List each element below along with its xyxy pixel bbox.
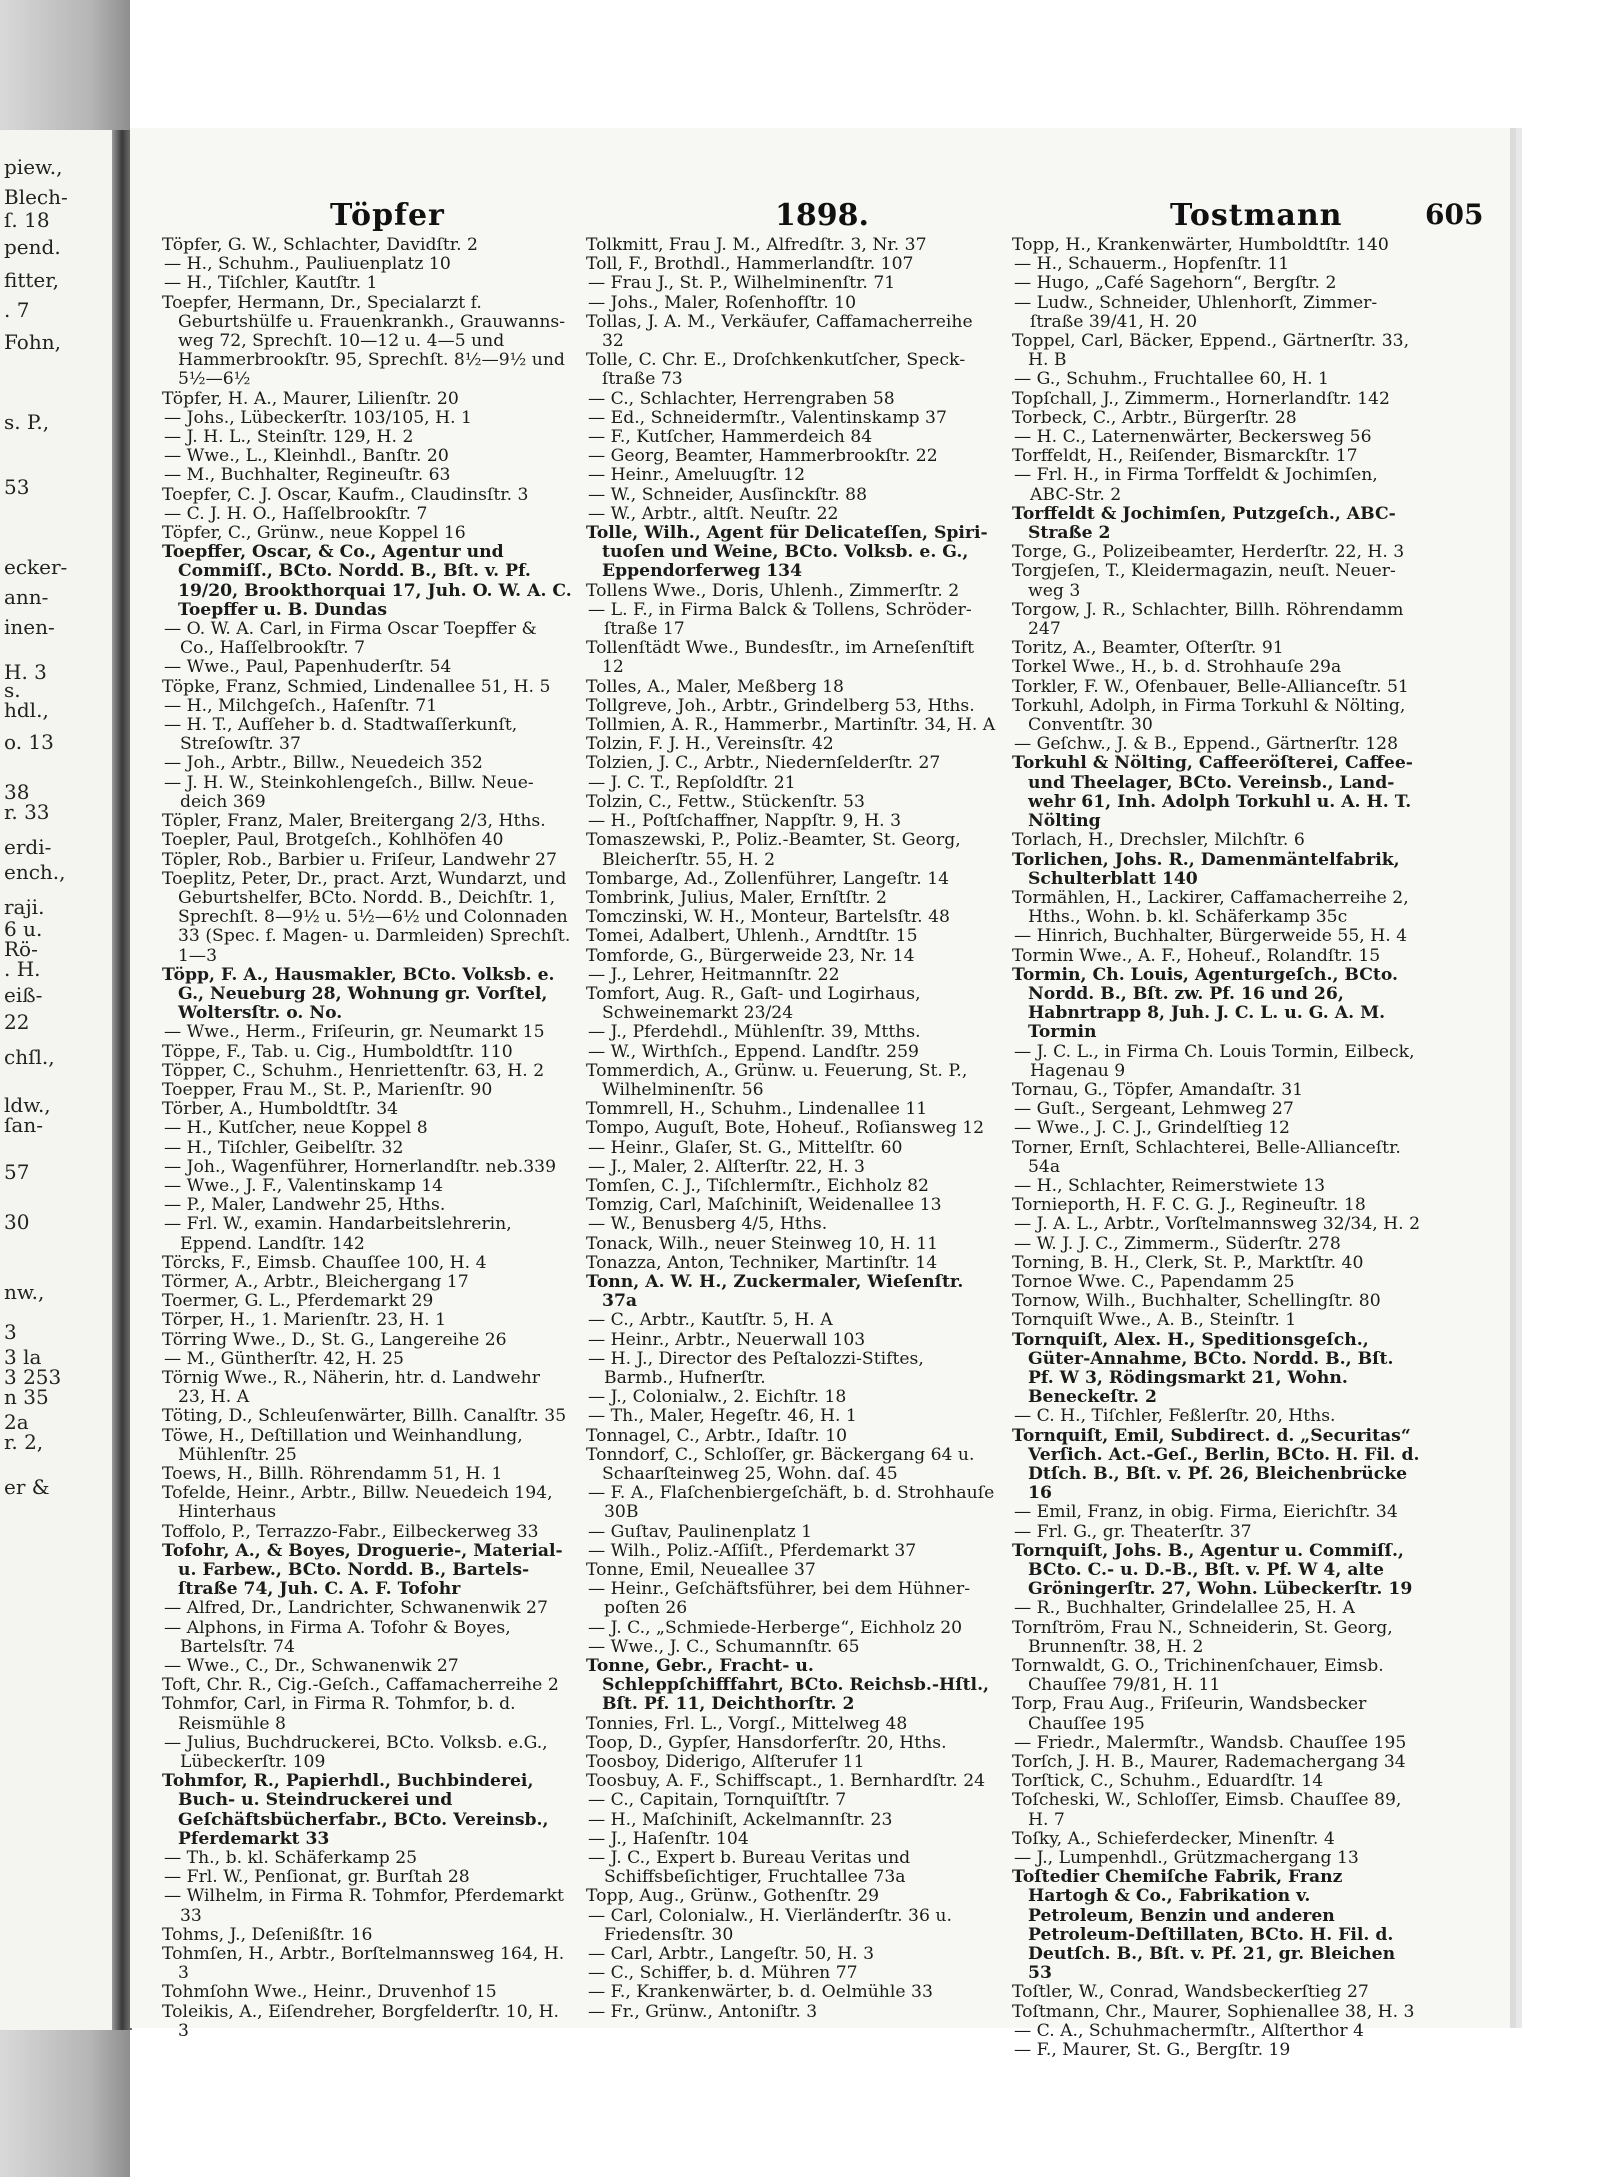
directory-entry: Tollas, J. A. M., Verkäufer, Caffamacherreihe 32 [586, 311, 973, 352]
directory-entry: Toosboy, Diderigo, Alſterufer 11 [586, 1752, 865, 1773]
previous-page-text-fragment: ldw., [4, 1093, 51, 1117]
directory-entry: — Friedr., Malermſtr., Wandsb. Chauſſee 195 [1014, 1732, 1407, 1753]
directory-entry: — Wilh., Poliz.-Aſſiſt., Pferdemarkt 37 [588, 1540, 917, 1561]
directory-entry: — Guſtav, Paulinenplatz 1 [588, 1521, 813, 1542]
directory-entry: Törcks, F., Eimsb. Chauſſee 100, H. 4 [162, 1252, 487, 1273]
directory-entry: Toeplitz, Peter, Dr., pract. Arzt, Wundarzt, und Geburtshelfer, BCto. Nordd. B., Deichſtr. 1, Sprechſt. 8—9½ u. 5½—6½ und Colonnaden 33 (Spec. f. Magen- u. Darmleiden) Sprechſt. 1—3 [162, 868, 571, 966]
directory-entry: Tonn, A. W. H., Zuckermaler, Wieſenſtr. 37a [586, 1271, 964, 1312]
directory-entry: — Hugo, „Café Sagehorn“, Bergſtr. 2 [1014, 273, 1337, 294]
directory-entry: Torgow, J. R., Schlachter, Billh. Röhrendamm 247 [1012, 599, 1404, 640]
directory-entry: — P., Maler, Landwehr 25, Hths. [164, 1195, 446, 1216]
directory-entry: — F., Kutſcher, Hammerdeich 84 [588, 427, 873, 448]
directory-entry: — R., Buchhalter, Grindelallee 25, H. A [1014, 1598, 1355, 1619]
previous-page-text-fragment: er & [4, 1475, 50, 1499]
directory-entry: — J., Haſenſtr. 104 [588, 1828, 749, 1849]
previous-page-text-fragment: inen- [4, 615, 55, 639]
directory-entry: Toermer, G. L., Pferdemarkt 29 [162, 1291, 434, 1312]
directory-entry: Toſtmann, Chr., Maurer, Sophienallee 38, H. 3 [1012, 2001, 1415, 2022]
directory-entry: Toffolo, P., Terrazzo-Fabr., Eilbeckerweg 33 [162, 1521, 539, 1542]
directory-entry: Tolle, C. Chr. E., Droſchkenkutſcher, Speckſtraße 73 [586, 350, 966, 390]
directory-entry: — Heinr., Ameluugſtr. 12 [588, 465, 806, 486]
directory-entry: Tornſtröm, Frau N., Schneiderin, St. Georg, Brunnenſtr. 38, H. 2 [1012, 1617, 1393, 1657]
directory-entry: Torkuhl, Adolph, in Firma Torkuhl & Nölting, Conventſtr. 30 [1012, 695, 1406, 736]
directory-entry: Töwe, H., Deſtillation und Weinhandlung, Mühlenſtr. 25 [162, 1425, 523, 1465]
directory-entry: Toſky, A., Schieferdecker, Minenſtr. 4 [1012, 1828, 1335, 1849]
directory-entry: Tornoe Wwe. C., Papendamm 25 [1012, 1271, 1295, 1292]
previous-page-text-fragment: Blech- [4, 185, 68, 209]
directory-entry: — J. C., „Schmiede-Herberge“, Eichholz 20 [588, 1617, 963, 1638]
directory-entry: Tolzin, C., Fettw., Stückenſtr. 53 [586, 791, 865, 812]
directory-entry: — Frl. H., in Firma Torffeldt & Jochimſen, ABC-Str. 2 [1014, 465, 1378, 505]
previous-page-text-fragment: r. 2, [4, 1430, 44, 1454]
previous-page-text-fragment: ecker- [4, 555, 68, 579]
directory-entry: Torgjeſen, T., Kleidermagazin, neuſt. Neuerweg 3 [1012, 561, 1396, 601]
directory-entry: Tollenſtädt Wwe., Bundesſtr., im Arneſenſtift 12 [586, 638, 975, 678]
directory-entry: Toepper, Frau M., St. P., Marienſtr. 90 [162, 1079, 493, 1100]
directory-entry: — C., Arbtr., Kautſtr. 5, H. A [588, 1310, 833, 1331]
directory-entry: — Wwe., L., Kleinhdl., Banſtr. 20 [164, 446, 449, 467]
directory-entry: — W., Schneider, Ausſinckſtr. 88 [588, 484, 867, 505]
directory-entry: — H., Schauerm., Hopfenſtr. 11 [1014, 254, 1290, 275]
directory-entry: — H., Kutſcher, neue Koppel 8 [164, 1118, 428, 1139]
directory-entry: — J. C. L., in Firma Ch. Louis Tormin, Eilbeck, Hagenau 9 [1014, 1041, 1415, 1081]
previous-page-text-fragment: 3 253 [4, 1365, 62, 1389]
previous-page-text-fragment: 30 [4, 1210, 30, 1234]
directory-entry: Torſtick, C., Schuhm., Eduardſtr. 14 [1012, 1771, 1324, 1792]
directory-entry: Tornquiſt, Johs. B., Agentur u. Commiſſ., BCto. C.- u. D.-B., Bſt. v. Pf. W 4, alte Gröningerſtr. 27, Wohn. Lübeckerſtr. 19 [1012, 1540, 1413, 1600]
directory-entry: — H., Tiſchler, Kautſtr. 1 [164, 273, 378, 294]
directory-entry: Tornquiſt, Alex. H., Speditionsgeſch., Güter-Annahme, BCto. Nordd. B., Bſt. Pf. W 3, Rödingsmarkt 21, Wohn. Beneckeſtr. 2 [1012, 1329, 1394, 1408]
directory-entry: — C., Schiffer, b. d. Mühren 77 [588, 1963, 858, 1984]
directory-entry: Tohmſen, H., Arbtr., Borſtelmannsweg 164, H. 3 [162, 1944, 565, 1984]
directory-entry: — J., Colonialw., 2. Eichſtr. 18 [588, 1387, 847, 1408]
previous-page-text-fragment: ann- [4, 585, 49, 609]
directory-entry: — F. A., Flaſchenbiergeſchäft, b. d. Strohhauſe 30B [588, 1483, 995, 1523]
directory-entry: — J., Pferdehdl., Mühlenſtr. 39, Mtths. [588, 1022, 921, 1043]
directory-entry: Toepfer, C. J. Oscar, Kaufm., Claudinsſtr. 3 [162, 484, 529, 505]
directory-entry: — Georg, Beamter, Hammerbrookſtr. 22 [588, 446, 938, 467]
previous-page-edge [0, 130, 112, 2030]
directory-entry: Töpke, Franz, Schmied, Lindenallee 51, H. 5 [162, 676, 551, 697]
directory-entry: — H., Schuhm., Pauliuenplatz 10 [164, 254, 451, 275]
directory-entry: — H., Poſtſchaffner, Nappſtr. 9, H. 3 [588, 811, 902, 832]
directory-entry: — J. H. L., Steinſtr. 129, H. 2 [164, 427, 414, 448]
directory-entry: — H. T., Aufſeher b. d. Stadtwaſſerkunſt, Streſowſtr. 37 [164, 715, 518, 755]
directory-entry: Tomei, Adalbert, Uhlenh., Arndtſtr. 15 [586, 926, 918, 947]
directory-entry: Tonne, Emil, Neueallee 37 [586, 1560, 816, 1581]
directory-entry: — F., Krankenwärter, b. d. Oelmühle 33 [588, 1982, 933, 2003]
directory-entry: Torbeck, C., Arbtr., Bürgerſtr. 28 [1012, 407, 1297, 428]
directory-entry: — W. J. J. C., Zimmerm., Süderſtr. 278 [1014, 1233, 1341, 1254]
directory-entry: — Th., Maler, Hegeſtr. 46, H. 1 [588, 1406, 857, 1427]
directory-entry: Tolle, Wilh., Agent für Delicateſſen, Spirituoſen und Weine, BCto. Volksb. e. G., Eppendorferweg 134 [586, 523, 988, 582]
directory-entry: Töpfer, H. A., Maurer, Lilienſtr. 20 [162, 388, 459, 409]
directory-entry: Toritz, A., Beamter, Oſterſtr. 91 [1012, 638, 1284, 659]
directory-entry: Topſchall, J., Zimmerm., Hornerlandſtr. 142 [1012, 388, 1390, 409]
directory-entry: Toſtedier Chemiſche Fabrik, Franz Hartogh & Co., Fabrikation v. Petroleum, Benzin und anderen Petroleum-Deſtillaten, BCto. H. Fil. d. Deutſch. B., Bſt. v. Pf. 21, gr. Bleichen 53 [1012, 1867, 1396, 1984]
previous-page-text-fragment: ſ. 18 [4, 208, 50, 232]
previous-page-text-fragment: ſan- [4, 1113, 43, 1137]
directory-entry: Tornow, Wilh., Buchhalter, Schellingſtr. 80 [1012, 1291, 1381, 1312]
previous-page-text-fragment: n 35 [4, 1385, 49, 1409]
directory-entry: Toop, D., Gypſer, Hansdorferſtr. 20, Hths. [586, 1732, 947, 1753]
directory-entry: Toſtler, W., Conrad, Wandsbeckerſtieg 27 [1012, 1982, 1369, 2003]
directory-entry: Toll, F., Brothdl., Hammerlandſtr. 107 [586, 254, 914, 275]
directory-entry: — Alfred, Dr., Landrichter, Schwanenwik 27 [164, 1598, 548, 1619]
directory-entry: Töpp, F. A., Hausmakler, BCto. Volksb. e. G., Neueburg 28, Wohnung gr. Vorſtel, Woltersſtr. o. No. [162, 964, 555, 1024]
directory-entry: — Guſt., Sergeant, Lehmweg 27 [1014, 1099, 1294, 1120]
directory-entry: — Frl. G., gr. Theaterſtr. 37 [1014, 1521, 1252, 1542]
directory-entry: Toews, H., Billh. Röhrendamm 51, H. 1 [162, 1464, 503, 1484]
directory-entry: Tohms, J., Deſenißſtr. 16 [162, 1924, 373, 1945]
previous-page-text-fragment: raji. [4, 895, 45, 919]
directory-entry: — Geſchw., J. & B., Eppend., Gärtnerſtr. 128 [1014, 734, 1399, 755]
directory-entry: Tohmfor, R., Papierhdl., Buchbinderei, Buch- u. Steindruckerei und Geſchäftsbücherfabr., BCto. Vereinsb., Pferdemarkt 33 [162, 1771, 549, 1849]
page-number: 605 [1425, 198, 1484, 231]
directory-entry: — J. C., Expert b. Bureau Veritas und Schiffsbeſichtiger, Fruchtallee 73a [588, 1848, 911, 1888]
directory-entry: — W., Wirthſch., Eppend. Landſtr. 259 [588, 1041, 919, 1062]
directory-entry: — C. A., Schuhmachermſtr., Alſterthor 4 [1014, 2020, 1364, 2041]
previous-page-text-fragment: Fohn, [4, 330, 61, 354]
directory-entry: — Frau J., St. P., Wilhelminenſtr. 71 [588, 273, 896, 294]
directory-entry: Toepffer, Oscar, & Co., Agentur und Commiſſ., BCto. Nordd. B., Bſt. v. Pf. 19/20, Brookthorquai 17, Juh. O. W. A. C. Toepffer u. B. Dundas [162, 542, 572, 620]
previous-page-text-fragment: H. 3 [4, 660, 47, 684]
directory-entry: — Emil, Franz, in obig. Firma, Eierichſtr. 34 [1014, 1502, 1398, 1523]
directory-entry: Topp, H., Krankenwärter, Humboldtſtr. 140 [1012, 235, 1389, 255]
directory-entry: Toosbuy, A. F., Schiffscapt., 1. Bernhardſtr. 24 [586, 1771, 986, 1792]
directory-entry: Töting, D., Schleuſenwärter, Billh. Canalſtr. 35 [162, 1406, 567, 1427]
previous-page-text-fragment: . 7 [4, 298, 30, 322]
directory-entry: Törmer, A., Arbtr., Bleichergang 17 [162, 1271, 469, 1292]
directory-entry: — Wwe., C., Dr., Schwanenwik 27 [164, 1656, 459, 1677]
directory-entry: — J. H. W., Steinkohlengeſch., Billw. Neuedeich 369 [164, 772, 534, 812]
previous-page-text-fragment: s. [4, 678, 21, 702]
directory-entry: Tommrell, H., Schuhm., Lindenallee 11 [586, 1099, 928, 1120]
directory-entry: Töpper, C., Schuhm., Henriettenſtr. 63, H. 2 [162, 1060, 545, 1081]
directory-entry: Tommerdich, A., Grünw. u. Feuerung, St. P., Wilhelminenſtr. 56 [586, 1060, 968, 1100]
directory-entry: Toleikis, A., Eiſendreher, Borgfelderſtr. 10, H. 3 [162, 2001, 560, 2041]
directory-entry: Tofohr, A., & Boyes, Droguerie-, Material- u. Farbew., BCto. Nordd. B., Bartelsſtraße 74, Juh. C. A. F. Tofohr [162, 1540, 563, 1600]
running-head-right: Tostmann [1170, 198, 1343, 233]
directory-entry: — C., Capitain, Tornquiſtſtr. 7 [588, 1790, 847, 1811]
directory-entry: Tolzien, J. C., Arbtr., Niedernſelderſtr. 27 [586, 753, 941, 774]
directory-entry: — H., Maſchiniſt, Ackelmannſtr. 23 [588, 1809, 893, 1830]
directory-entry: Toft, Chr. R., Cig.-Geſch., Caffamacherreihe 2 [162, 1675, 559, 1696]
directory-entry: — C., Schlachter, Herrengraben 58 [588, 388, 895, 409]
directory-entry: — Heinr., Geſchäftsführer, bei dem Hühnerpoſten 26 [588, 1579, 970, 1619]
directory-entry: — Carl, Colonialw., H. Vierländerſtr. 36 u. Friedensſtr. 30 [588, 1905, 952, 1945]
directory-entry: — Frl. W., Penſionat, gr. Burſtah 28 [164, 1867, 470, 1888]
directory-entry: — Johs., Maler, Roſenhofſtr. 10 [588, 292, 856, 313]
directory-entry: Topp, Aug., Grünw., Gothenſtr. 29 [586, 1886, 880, 1907]
previous-page-text-fragment: hdl., [4, 698, 49, 722]
directory-entry: Töpfer, G. W., Schlachter, Davidſtr. 2 [162, 235, 478, 255]
directory-entry: — Wilhelm, in Firma R. Tohmfor, Pferdemarkt 33 [164, 1886, 564, 1926]
directory-entry: — Th., b. kl. Schäferkamp 25 [164, 1848, 418, 1869]
directory-entry: Tonndorf, C., Schloſſer, gr. Bäckergang 64 u. Schaarſteinweg 25, Wohn. daſ. 45 [586, 1444, 975, 1484]
directory-entry: Toepfer, Hermann, Dr., Specialarzt f. Geburtshülfe u. Frauenkrankh., Grauwannsweg 72, Sprechſt. 10—12 u. 4—5 und Hammerbrookſtr. 95, Sprechſt. 8½—9½ und 5½—6½ [162, 292, 566, 390]
directory-entry: Tomzig, Carl, Maſchiniſt, Weidenallee 13 [586, 1195, 942, 1216]
running-head-year: 1898. [775, 198, 869, 233]
directory-entry: — O. W. A. Carl, in Firma Oscar Toepffer & Co., Haſſelbrookſtr. 7 [164, 619, 537, 659]
previous-page-text-fragment: piew., [4, 155, 63, 179]
directory-entry: Tormin Wwe., A. F., Hoheuf., Rolandſtr. 15 [1012, 945, 1381, 966]
directory-entry: Torlichen, Johs. R., Damenmäntelfabrik, Schulterblatt 140 [1012, 849, 1400, 889]
previous-page-text-fragment: nw., [4, 1280, 45, 1304]
directory-entry: Torner, Ernſt, Schlachterei, Belle-Allianceſtr. 54a [1012, 1137, 1401, 1177]
directory-entry: — C. H., Tiſchler, Feßlerſtr. 20, Hths. [1014, 1406, 1336, 1427]
directory-entry: Tomczinski, W. H., Monteur, Bartelsſtr. 48 [586, 907, 950, 928]
directory-entry: Tofelde, Heinr., Arbtr., Billw. Neuedeich 194, Hinterhaus [162, 1483, 553, 1523]
book-gutter [112, 130, 132, 2030]
directory-entry: Torkel Wwe., H., b. d. Strohhauſe 29a [1012, 657, 1342, 678]
directory-entry: — J. C. T., Repſoldſtr. 21 [588, 772, 796, 793]
directory-entry: Tohmfor, Carl, in Firma R. Tohmfor, b. d. Reismühle 8 [162, 1694, 516, 1734]
previous-page-text-fragment: 2a [4, 1410, 29, 1434]
directory-entry: Tonne, Gebr., Fracht- u. Schleppſchifffahrt, BCto. Reichsb.-Hſtl., Bſt. Pf. 11, Deichthorſtr. 2 [586, 1656, 990, 1715]
previous-page-text-fragment: chſl., [4, 1045, 55, 1069]
directory-entry: — Joh., Arbtr., Billw., Neuedeich 352 [164, 753, 483, 774]
directory-entry: — Wwe., Paul, Papenhuderſtr. 54 [164, 657, 452, 678]
directory-entry: Tonazza, Anton, Techniker, Martinſtr. 14 [586, 1252, 938, 1273]
previous-page-text-fragment: s. P., [4, 410, 50, 434]
directory-entry: Tollens Wwe., Doris, Uhlenh., Zimmerſtr. 2 [586, 580, 960, 601]
directory-entry: — J., Maler, 2. Alſterſtr. 22, H. 3 [588, 1156, 865, 1177]
directory-entry: — C. J. H. O., Haſſelbrookſtr. 7 [164, 503, 428, 524]
directory-entry: Törring Wwe., D., St. G., Langereihe 26 [162, 1329, 507, 1350]
previous-page-text-fragment: pend. [4, 235, 61, 259]
directory-entry: Tomforde, G., Bürgerweide 23, Nr. 14 [586, 945, 915, 966]
directory-entry: Tomſen, C. J., Tiſchlermſtr., Eichholz 82 [586, 1175, 929, 1196]
directory-entry: Torge, G., Polizeibeamter, Herderſtr. 22, H. 3 [1012, 542, 1405, 563]
directory-entry: Töpfer, C., Grünw., neue Koppel 16 [162, 523, 466, 544]
directory-entry: Tornau, G., Töpfer, Amandaſtr. 31 [1012, 1079, 1304, 1100]
directory-entry: Tormählen, H., Lackirer, Caffamacherreihe 2, Hths., Wohn. b. kl. Schäferkamp 35c [1012, 887, 1409, 928]
directory-entry: Tolles, A., Maler, Meßberg 18 [586, 676, 844, 697]
directory-entry: Tomfort, Aug. R., Gaſt- und Logirhaus, Schweinemarkt 23/24 [586, 983, 921, 1024]
previous-page-text-fragment: 38 [4, 780, 30, 804]
directory-entry: — W., Benusberg 4/5, Hths. [588, 1214, 828, 1235]
directory-entry: — W., Arbtr., altſt. Neuſtr. 22 [588, 503, 839, 524]
previous-page-text-fragment: . H. [4, 957, 41, 981]
directory-entry: Torffeldt & Jochimſen, Putzgeſch., ABC-Straße 2 [1012, 503, 1396, 544]
directory-entry: — Wwe., Herm., Friſeurin, gr. Neumarkt 15 [164, 1022, 545, 1043]
directory-entry: — Wwe., J. C. J., Grindelſtieg 12 [1014, 1118, 1290, 1139]
previous-page-text-fragment: erdi- [4, 835, 52, 859]
directory-entry: — H. J., Director des Peſtalozzi-Stiftes, Barmb., Hufnerſtr. [588, 1348, 924, 1388]
directory-entry: — H., Tiſchler, Geibelſtr. 32 [164, 1137, 404, 1158]
directory-entry: Torſch, J. H. B., Maurer, Rademachergang 34 [1012, 1752, 1406, 1773]
directory-entry: — Julius, Buchdruckerei, BCto. Volksb. e.G., Lübeckerſtr. 109 [164, 1732, 548, 1773]
directory-entry: Torkler, F. W., Ofenbauer, Belle-Allianceſtr. 51 [1012, 676, 1409, 697]
directory-entry: Tonack, Wilh., neuer Steinweg 10, H. 11 [586, 1233, 939, 1254]
column-2 [586, 235, 996, 2022]
running-head-left: Töpfer [330, 198, 445, 233]
previous-page-text-fragment: ench., [4, 860, 66, 884]
directory-entry: Toppel, Carl, Bäcker, Eppend., Gärtnerſtr. 33, H. B [1012, 331, 1410, 371]
directory-entry: Tormin, Ch. Louis, Agenturgeſch., BCto. Nordd. B., Bſt. zw. Pf. 16 und 26, Habnrtrapp 8, Juh. J. C. L. u. G. A. M. Tormin [1012, 964, 1399, 1043]
directory-entry: Tolkmitt, Frau J. M., Alfredſtr. 3, Nr. 37 [586, 235, 927, 255]
directory-entry: — L. F., in Firma Balck & Tollens, Schröderſtraße 17 [588, 599, 972, 640]
previous-page-text-fragment: Rö- [4, 937, 38, 961]
directory-entry: Tompo, Auguſt, Bote, Hoheuf., Roſiansweg 12 [586, 1118, 985, 1139]
previous-page-text-fragment: r. 33 [4, 800, 50, 824]
directory-entry: — Ed., Schneidermſtr., Valentinskamp 37 [588, 407, 947, 428]
directory-entry: Toſcheski, W., Schloſſer, Eimsb. Chauſſee 89, H. 7 [1012, 1790, 1402, 1830]
directory-entry: Tornieporth, H. F. C. G. J., Regineuſtr. 18 [1012, 1195, 1366, 1216]
directory-entry: Töpler, Rob., Barbier u. Friſeur, Landwehr 27 [162, 849, 557, 870]
directory-entry: Torp, Frau Aug., Friſeurin, Wandsbecker Chauſſee 195 [1012, 1694, 1367, 1734]
directory-entry: — J. A. L., Arbtr., Vorſtelmannsweg 32/34, H. 2 [1014, 1214, 1421, 1235]
directory-entry: — M., Buchhalter, Regineuſtr. 63 [164, 465, 451, 486]
directory-entry: — H., Schlachter, Reimerstwiete 13 [1014, 1175, 1326, 1196]
directory-entry: Tornquiſt, Emil, Subdirect. d. „Securitas“ Verſich. Act.-Geſ., Berlin, BCto. H. Fil. d. Dtſch. B., Bſt. v. Pf. 26, Bleichenbrücke 16 [1012, 1425, 1420, 1504]
directory-entry: — G., Schuhm., Fruchtallee 60, H. 1 [1014, 369, 1329, 390]
previous-page-text-fragment: eiß- [4, 983, 43, 1007]
previous-page-text-fragment: 53 [4, 475, 30, 499]
directory-entry: — Wwe., J. C., Schumannſtr. 65 [588, 1636, 860, 1657]
previous-page-text-fragment: fitter, [4, 268, 59, 292]
directory-entry: — J., Lumpenhdl., Grützmachergang 13 [1014, 1848, 1359, 1869]
directory-entry: — Alphons, in Firma A. Tofohr & Boyes, Bartelsſtr. 74 [164, 1617, 511, 1657]
previous-page-text-fragment: 3 [4, 1320, 17, 1344]
directory-entry: Tollmien, A. R., Hammerbr., Martinſtr. 34, H. A [586, 715, 996, 736]
directory-entry: — H., Milchgeſch., Haſenſtr. 71 [164, 695, 438, 716]
previous-page-text-fragment: 57 [4, 1160, 30, 1184]
directory-entry: Tornwaldt, G. O., Trichinenſchauer, Eimsb. Chauſſee 79/81, H. 11 [1012, 1656, 1384, 1696]
column-1 [162, 235, 572, 2041]
directory-entry: Tolzin, F. J. H., Vereinsſtr. 42 [586, 734, 834, 755]
previous-page-text-fragment: 3 la [4, 1345, 42, 1369]
directory-entry: — J., Lehrer, Heitmannſtr. 22 [588, 964, 840, 985]
directory-entry: Torning, B. H., Clerk, St. P., Marktſtr. 40 [1012, 1252, 1364, 1273]
directory-entry: Törber, A., Humboldtſtr. 34 [162, 1099, 399, 1120]
previous-page-text-fragment: 22 [4, 1010, 30, 1034]
previous-page-text-fragment: o. 13 [4, 730, 54, 754]
directory-entry: — Heinr., Arbtr., Neuerwall 103 [588, 1329, 866, 1350]
directory-entry: — Wwe., J. F., Valentinskamp 14 [164, 1175, 444, 1196]
directory-entry: — Hinrich, Buchhalter, Bürgerweide 55, H. 4 [1014, 926, 1408, 947]
directory-entry: Töpler, Franz, Maler, Breitergang 2/3, Hths. [162, 811, 546, 832]
directory-entry: Tonnies, Frl. L., Vorgſ., Mittelweg 48 [586, 1713, 908, 1734]
directory-entry: — M., Güntherſtr. 42, H. 25 [164, 1348, 404, 1369]
directory-page [130, 128, 1510, 2061]
directory-entry: Toepler, Paul, Brotgeſch., Kohlhöfen 40 [162, 830, 504, 851]
directory-entry: — F., Maurer, St. G., Bergſtr. 19 [1014, 2040, 1291, 2061]
directory-entry: Torffeldt, H., Reiſender, Bismarckſtr. 17 [1012, 446, 1358, 467]
directory-entry: Tohmſohn Wwe., Heinr., Druvenhof 15 [162, 1982, 497, 2003]
directory-entry: Törper, H., 1. Marienſtr. 23, H. 1 [162, 1310, 447, 1331]
directory-entry: — Joh., Wagenführer, Hornerlandſtr. neb.339 [164, 1156, 557, 1177]
directory-entry: — Fr., Grünw., Antoniſtr. 3 [588, 2001, 818, 2022]
directory-entry: Tombrink, Julius, Maler, Ernſtſtr. 2 [586, 887, 887, 908]
directory-entry: — Johs., Lübeckerſtr. 103/105, H. 1 [164, 407, 472, 428]
directory-entry: Torkuhl & Nölting, Caffeeröſterei, Caffee- und Theelager, BCto. Vereinsb., Landwehr 61, Inh. Adolph Torkuhl u. A. H. T. Nölting [1012, 753, 1413, 832]
directory-entry: — Frl. W., examin. Handarbeitslehrerin, Eppend. Landſtr. 142 [164, 1214, 512, 1254]
directory-entry: — Carl, Arbtr., Langeſtr. 50, H. 3 [588, 1944, 875, 1965]
directory-entry: — Ludw., Schneider, Uhlenhorſt, Zimmerſtraße 39/41, H. 20 [1014, 292, 1378, 332]
column-3 [1012, 235, 1422, 2061]
directory-entry: Töppe, F., Tab. u. Cig., Humboldtſtr. 110 [162, 1041, 513, 1062]
directory-entry: — H. C., Laternenwärter, Beckersweg 56 [1014, 427, 1372, 448]
directory-entry: Tombarge, Ad., Zollenführer, Langeſtr. 14 [586, 868, 950, 889]
directory-entry: — Heinr., Glaſer, St. G., Mittelſtr. 60 [588, 1137, 903, 1158]
directory-entry: Torlach, H., Drechsler, Milchſtr. 6 [1012, 830, 1305, 851]
directory-entry: Tomaszewski, P., Poliz.-Beamter, St. Georg, Bleicherſtr. 55, H. 2 [586, 830, 961, 870]
directory-entry: Tonnagel, C., Arbtr., Idaſtr. 10 [586, 1425, 848, 1446]
directory-entry: Tornquiſt Wwe., A. B., Steinſtr. 1 [1012, 1310, 1297, 1331]
previous-page-text-fragment: 6 u. [4, 917, 43, 941]
directory-entry: Tollgreve, Joh., Arbtr., Grindelberg 53, Hths. [586, 695, 975, 716]
directory-entry: Törnig Wwe., R., Näherin, htr. d. Landwehr 23, H. A [162, 1367, 540, 1408]
